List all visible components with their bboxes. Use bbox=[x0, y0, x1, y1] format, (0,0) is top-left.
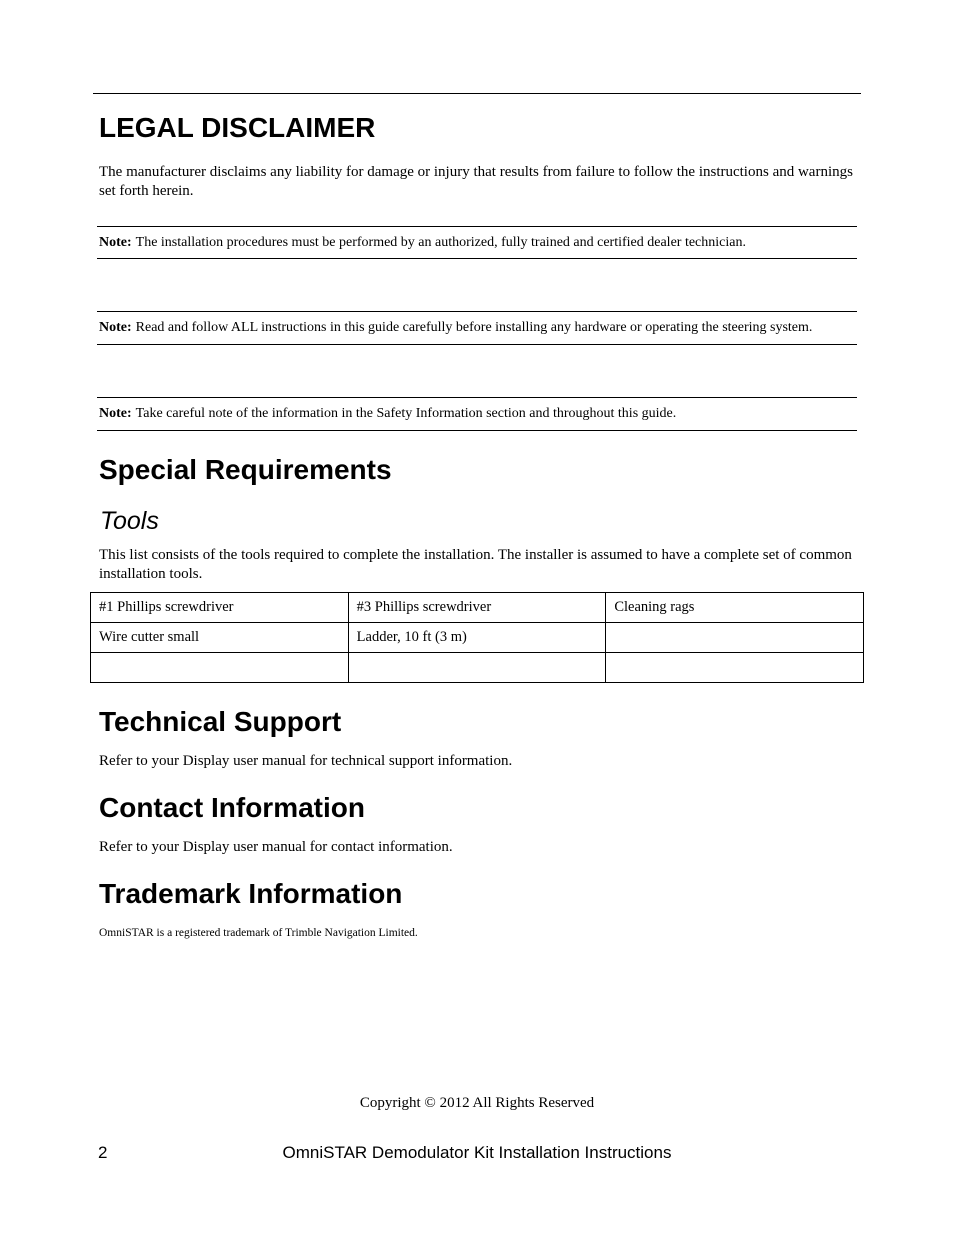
legal-disclaimer-heading: LEGAL DISCLAIMER bbox=[99, 112, 376, 143]
technical-support-text: Refer to your Display user manual for technical support information. bbox=[99, 753, 513, 769]
note-label: Note: bbox=[99, 234, 132, 250]
table-row bbox=[91, 593, 864, 623]
note-box bbox=[97, 226, 857, 259]
contact-information-text: Refer to your Display user manual for contact information. bbox=[99, 839, 453, 855]
table-cell: #3 Phillips screwdriver bbox=[348, 593, 606, 623]
table-row bbox=[91, 623, 864, 653]
page-number: 2 bbox=[98, 1143, 108, 1162]
header-rule bbox=[93, 93, 861, 94]
technical-support-heading: Technical Support bbox=[99, 706, 342, 737]
table-cell: #1 Phillips screwdriver bbox=[91, 593, 349, 623]
table-cell bbox=[91, 653, 349, 683]
footer-document-title: OmniSTAR Demodulator Kit Installation Instructions bbox=[282, 1143, 672, 1162]
note-label: Note: bbox=[99, 320, 132, 335]
contact-information-heading: Contact Information bbox=[99, 792, 365, 823]
tools-heading: Tools bbox=[100, 507, 159, 535]
note-text: Take careful note of the information in the Safety Information section and throughout this guide. bbox=[135, 406, 677, 421]
table-cell: Ladder, 10 ft (3 m) bbox=[348, 623, 606, 653]
trademark-information-heading: Trademark Information bbox=[99, 878, 403, 909]
table-cell bbox=[606, 653, 864, 683]
legal-disclaimer-text: The manufacturer disclaims any liability for damage or injury that results from failure to follow the instructions and warnings set forth herein. bbox=[99, 164, 853, 199]
trademark-text: OmniSTAR is a registered trademark of Trimble Navigation Limited. bbox=[99, 927, 418, 939]
table-cell bbox=[348, 653, 606, 683]
special-requirements-heading: Special Requirements bbox=[99, 454, 392, 485]
note-text: The installation procedures must be performed by an authorized, fully trained and certified dealer technician. bbox=[135, 234, 746, 250]
note-label: Note: bbox=[99, 406, 132, 421]
tools-table bbox=[90, 592, 864, 683]
tools-description: This list consists of the tools required to complete the installation. The installer is assumed to have a complete set of common installation tools. bbox=[99, 547, 852, 582]
table-row bbox=[91, 653, 864, 683]
table-cell: Cleaning rags bbox=[606, 593, 864, 623]
note-text: Read and follow ALL instructions in this guide carefully before installing any hardware or operating the steering system. bbox=[135, 320, 813, 335]
copyright-notice: Copyright © 2012 All Rights Reserved bbox=[359, 1095, 595, 1111]
note-box bbox=[97, 311, 857, 345]
table-cell bbox=[606, 623, 864, 653]
table-cell: Wire cutter small bbox=[91, 623, 349, 653]
note-box bbox=[97, 397, 857, 431]
